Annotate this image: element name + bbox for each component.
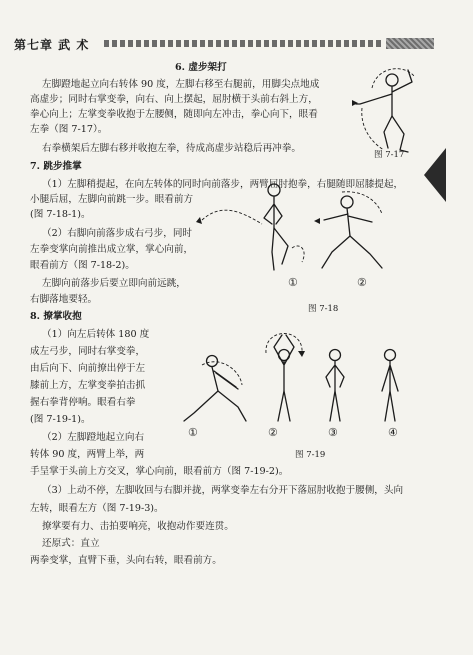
- figure-7-17-caption: 图 7-17: [374, 150, 405, 160]
- figure-7-18-label-1: ①: [288, 276, 298, 289]
- section-8-line: 撩掌要有力、击拍要响亮，收抱动作要连贯。: [42, 521, 234, 532]
- section-7-line: 左拳变掌向前推出成立掌，掌心向前，: [30, 244, 194, 255]
- section-8-line: 转体 90 度，两臂上举，两: [30, 449, 145, 460]
- section-6-line: 拳心向上；左掌变拳收抱于左腰侧，随即向左冲击，拳心向下，眼看: [30, 109, 318, 120]
- section-6-line: 左脚蹬地起立向右转体 90 度，左脚右移至右腿前，用脚尖点地成: [42, 79, 320, 90]
- figure-7-19-caption: 图 7-19: [295, 450, 326, 460]
- figure-7-19-label-2: ②: [268, 426, 278, 439]
- section-6-title: 6. 虚步架打: [175, 62, 227, 73]
- section-8-title: 8. 撩掌收抱: [30, 311, 82, 322]
- section-7-line: 眼看前方（图 7-18-2)。: [30, 260, 135, 271]
- section-8-line: （3）上动不停，左脚收回与右脚并拢，两掌变拳左右分开下落屈肘收抱于腰侧，头向: [42, 485, 404, 496]
- section-8-line: 膝前上方，左掌变拳拍击抓: [30, 380, 146, 391]
- section-6-line: 高虚步；同时右掌变拳，向右、向上摆起，屈肘横于头前右斜上方，: [30, 94, 318, 105]
- section-7-line: （1）左脚稍提起，在向左转体的同时向前落步，两臂屈肘抱拳，右腿随即屈膝提起，: [42, 179, 404, 190]
- section-6-line: 左拳（图 7-17）。: [30, 124, 108, 135]
- section-7-line: （2）右脚向前落步成右弓步，同时: [42, 228, 193, 239]
- figure-7-19-label-4: ④: [388, 426, 398, 439]
- figure-7-19-label-1: ①: [188, 426, 198, 439]
- section-7-line: 右脚落地要轻。: [30, 294, 98, 305]
- figure-7-18-label-2: ②: [357, 276, 367, 289]
- section-8-line: 成左弓步，同时右掌变拳，: [30, 346, 146, 357]
- section-8-line: 握右拳背停响。眼看右拳: [30, 397, 136, 408]
- header-decoration-block: [386, 38, 434, 49]
- figure-7-18-illustration: [232, 172, 402, 297]
- section-7-line: (图 7-18-1)。: [30, 209, 91, 220]
- section-8-line: 还原式：直立: [42, 538, 100, 549]
- section-8-line: 两拳变掌，直臂下垂，头向右转，眼看前方。: [30, 555, 222, 566]
- section-7-title: 7. 跳步推掌: [30, 161, 82, 172]
- figure-7-18-caption: 图 7-18: [308, 304, 339, 314]
- section-8-line: 左转，眼看左方（图 7-19-3)。: [30, 503, 164, 514]
- section-7-line: 小腿后屈，左脚向前跳一步。眼看前方: [30, 194, 194, 205]
- chapter-header: 第七章 武 术: [14, 38, 90, 52]
- header-decoration-bar: [104, 40, 384, 47]
- section-6-line: 右拳横架后左脚右移并收抱左拳，待成高虚步站稳后再冲拳。: [42, 143, 302, 154]
- section-7-line: 左脚向前落步后要立即向前远跳，: [42, 278, 186, 289]
- section-8-line: (图 7-19-1)。: [30, 414, 91, 425]
- section-8-line: 手呈掌于头前上方交叉，掌心向前，眼看前方（图 7-19-2)。: [30, 466, 289, 477]
- section-8-line: 由后向下、向前撩出停于左: [30, 363, 146, 374]
- figure-7-19-label-3: ③: [328, 426, 338, 439]
- section-8-line: （2）左脚蹬地起立向右: [42, 432, 145, 443]
- section-8-line: （1）向左后转体 180 度: [42, 329, 150, 340]
